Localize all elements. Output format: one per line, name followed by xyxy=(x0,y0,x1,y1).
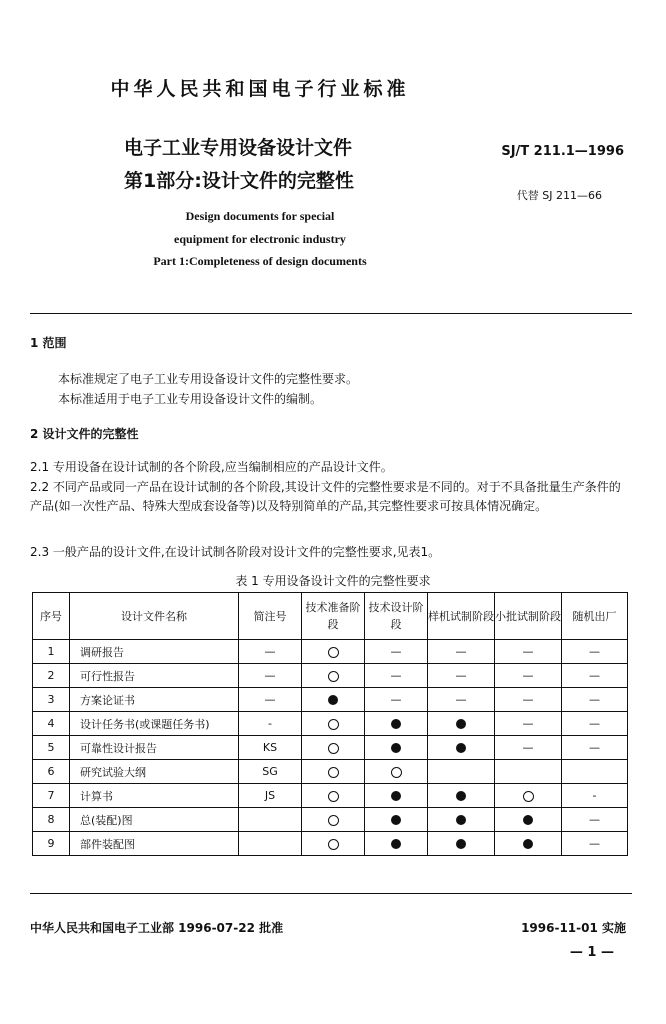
optional-circle-icon xyxy=(328,791,339,802)
header-tech-design: 技术设计阶段 xyxy=(365,593,428,640)
required-dot-icon xyxy=(391,743,401,753)
table-header-row xyxy=(33,593,628,640)
page-number: — 1 — xyxy=(569,945,614,960)
header-divider xyxy=(30,313,632,314)
optional-circle-icon xyxy=(328,719,339,730)
doc-code: KS xyxy=(239,736,302,760)
required-dot-icon xyxy=(328,695,338,705)
table-row xyxy=(33,664,628,688)
doc-name: 可行性报告 xyxy=(70,664,239,688)
section-1-heading: 1 范围 xyxy=(30,336,67,350)
tech-design-mark: — xyxy=(365,640,428,664)
required-dot-icon xyxy=(391,719,401,729)
doc-name: 可靠性设计报告 xyxy=(70,736,239,760)
tech-design-mark xyxy=(365,808,428,832)
shipped-mark: — xyxy=(562,808,628,832)
required-dot-icon xyxy=(456,839,466,849)
doc-name: 部件装配图 xyxy=(70,832,239,856)
header-code: 简注号 xyxy=(239,593,302,640)
optional-circle-icon xyxy=(328,767,339,778)
doc-name: 总(装配)图 xyxy=(70,808,239,832)
doc-code xyxy=(239,808,302,832)
doc-code: — xyxy=(239,688,302,712)
standard-body: 中华人民共和国电子行业标准 xyxy=(110,78,410,100)
prototype-mark: — xyxy=(428,664,495,688)
small-batch-mark xyxy=(495,808,562,832)
tech-design-mark: — xyxy=(365,664,428,688)
footer-divider xyxy=(30,893,632,894)
tech-design-mark xyxy=(365,832,428,856)
doc-name: 设计任务书(或课题任务书) xyxy=(70,712,239,736)
tech-design-mark xyxy=(365,736,428,760)
shipped-mark xyxy=(562,760,628,784)
tech-prep-mark xyxy=(302,664,365,688)
small-batch-mark: — xyxy=(495,664,562,688)
doc-code: — xyxy=(239,664,302,688)
row-number: 3 xyxy=(33,688,70,712)
section-2-heading: 2 设计文件的完整性 xyxy=(30,427,139,441)
prototype-mark xyxy=(428,760,495,784)
doc-name: 研究试验大纲 xyxy=(70,760,239,784)
row-number: 6 xyxy=(33,760,70,784)
row-number: 9 xyxy=(33,832,70,856)
issued-by: 中华人民共和国电子工业部 1996-07-22 批准 xyxy=(30,921,284,935)
small-batch-mark: — xyxy=(495,712,562,736)
small-batch-mark xyxy=(495,784,562,808)
title-line-1: 电子工业专用设备设计文件 xyxy=(124,137,353,159)
title-line-2: 第1部分:设计文件的完整性 xyxy=(124,170,354,192)
required-dot-icon xyxy=(456,719,466,729)
clause-2-1: 2.1 专用设备在设计试制的各个阶段,应当编制相应的产品设计文件。 xyxy=(30,460,393,474)
optional-circle-icon xyxy=(391,767,402,778)
header-tech-prep: 技术准备阶段 xyxy=(302,593,365,640)
doc-name: 方案论证书 xyxy=(70,688,239,712)
small-batch-mark xyxy=(495,832,562,856)
small-batch-mark: — xyxy=(495,688,562,712)
completeness-table xyxy=(32,592,628,856)
required-dot-icon xyxy=(456,791,466,801)
shipped-mark: — xyxy=(562,640,628,664)
prototype-mark xyxy=(428,808,495,832)
optional-circle-icon xyxy=(328,671,339,682)
small-batch-mark xyxy=(495,760,562,784)
effective-date: 1996-11-01 实施 xyxy=(521,921,626,935)
optional-circle-icon xyxy=(328,839,339,850)
tech-prep-mark xyxy=(302,688,365,712)
doc-name: 计算书 xyxy=(70,784,239,808)
tech-design-mark xyxy=(365,712,428,736)
table-row xyxy=(33,784,628,808)
shipped-mark: — xyxy=(562,712,628,736)
table-row xyxy=(33,760,628,784)
row-number: 5 xyxy=(33,736,70,760)
prototype-mark xyxy=(428,712,495,736)
section-1-para-1: 本标准规定了电子工业专用设备设计文件的完整性要求。 xyxy=(58,372,359,386)
shipped-mark: — xyxy=(562,832,628,856)
prototype-mark xyxy=(428,832,495,856)
table-row xyxy=(33,640,628,664)
tech-design-mark xyxy=(365,760,428,784)
tech-design-mark: — xyxy=(365,688,428,712)
row-number: 1 xyxy=(33,640,70,664)
table-caption: 表 1 专用设备设计文件的完整性要求 xyxy=(235,574,431,588)
header-small-batch: 小批试制阶段 xyxy=(495,593,562,640)
optional-circle-icon xyxy=(328,815,339,826)
english-title-line-3: Part 1:Completeness of design documents xyxy=(153,254,367,268)
clause-2-3: 2.3 一般产品的设计文件,在设计试制各阶段对设计文件的完整性要求,见表1。 xyxy=(30,545,441,559)
table-row xyxy=(33,832,628,856)
english-title-line-2: equipment for electronic industry xyxy=(174,232,346,246)
header-shipped: 随机出厂 xyxy=(562,593,628,640)
required-dot-icon xyxy=(523,815,533,825)
table-row xyxy=(33,808,628,832)
required-dot-icon xyxy=(391,791,401,801)
required-dot-icon xyxy=(456,815,466,825)
prototype-mark: — xyxy=(428,688,495,712)
shipped-mark: — xyxy=(562,736,628,760)
small-batch-mark: — xyxy=(495,736,562,760)
required-dot-icon xyxy=(391,839,401,849)
header-doc-name: 设计文件名称 xyxy=(70,593,239,640)
required-dot-icon xyxy=(391,815,401,825)
small-batch-mark: — xyxy=(495,640,562,664)
shipped-mark: — xyxy=(562,688,628,712)
optional-circle-icon xyxy=(523,791,534,802)
english-title-line-1: Design documents for special xyxy=(185,209,335,223)
row-number: 8 xyxy=(33,808,70,832)
prototype-mark: — xyxy=(428,640,495,664)
tech-prep-mark xyxy=(302,712,365,736)
tech-design-mark xyxy=(365,784,428,808)
tech-prep-mark xyxy=(302,808,365,832)
section-1-para-2: 本标准适用于电子工业专用设备设计文件的编制。 xyxy=(58,392,323,406)
shipped-mark: - xyxy=(562,784,628,808)
doc-code: — xyxy=(239,640,302,664)
prototype-mark xyxy=(428,736,495,760)
clause-2-2: 2.2 不同产品或同一产品在设计试制的各个阶段,其设计文件的完整性要求是不同的。对于不具备批量生产条件的产品(如一次性产品、特殊大型成套设备等)以及特别简单的产品,其完整性要求可按具体情况确定。 xyxy=(30,480,621,513)
doc-code: SG xyxy=(239,760,302,784)
table-row xyxy=(33,688,628,712)
tech-prep-mark xyxy=(302,832,365,856)
table-row xyxy=(33,736,628,760)
header-no: 序号 xyxy=(33,593,70,640)
table-row xyxy=(33,712,628,736)
tech-prep-mark xyxy=(302,736,365,760)
row-number: 4 xyxy=(33,712,70,736)
shipped-mark: — xyxy=(562,664,628,688)
row-number: 2 xyxy=(33,664,70,688)
doc-name: 调研报告 xyxy=(70,640,239,664)
required-dot-icon xyxy=(523,839,533,849)
doc-code xyxy=(239,832,302,856)
standard-number: SJ/T 211.1—1996 xyxy=(501,144,624,159)
optional-circle-icon xyxy=(328,743,339,754)
doc-code: JS xyxy=(239,784,302,808)
replaces-note: 代替 SJ 211—66 xyxy=(516,189,602,202)
required-dot-icon xyxy=(456,743,466,753)
doc-code: - xyxy=(239,712,302,736)
prototype-mark xyxy=(428,784,495,808)
header-prototype: 样机试制阶段 xyxy=(428,593,495,640)
tech-prep-mark xyxy=(302,760,365,784)
optional-circle-icon xyxy=(328,647,339,658)
tech-prep-mark xyxy=(302,784,365,808)
row-number: 7 xyxy=(33,784,70,808)
tech-prep-mark xyxy=(302,640,365,664)
